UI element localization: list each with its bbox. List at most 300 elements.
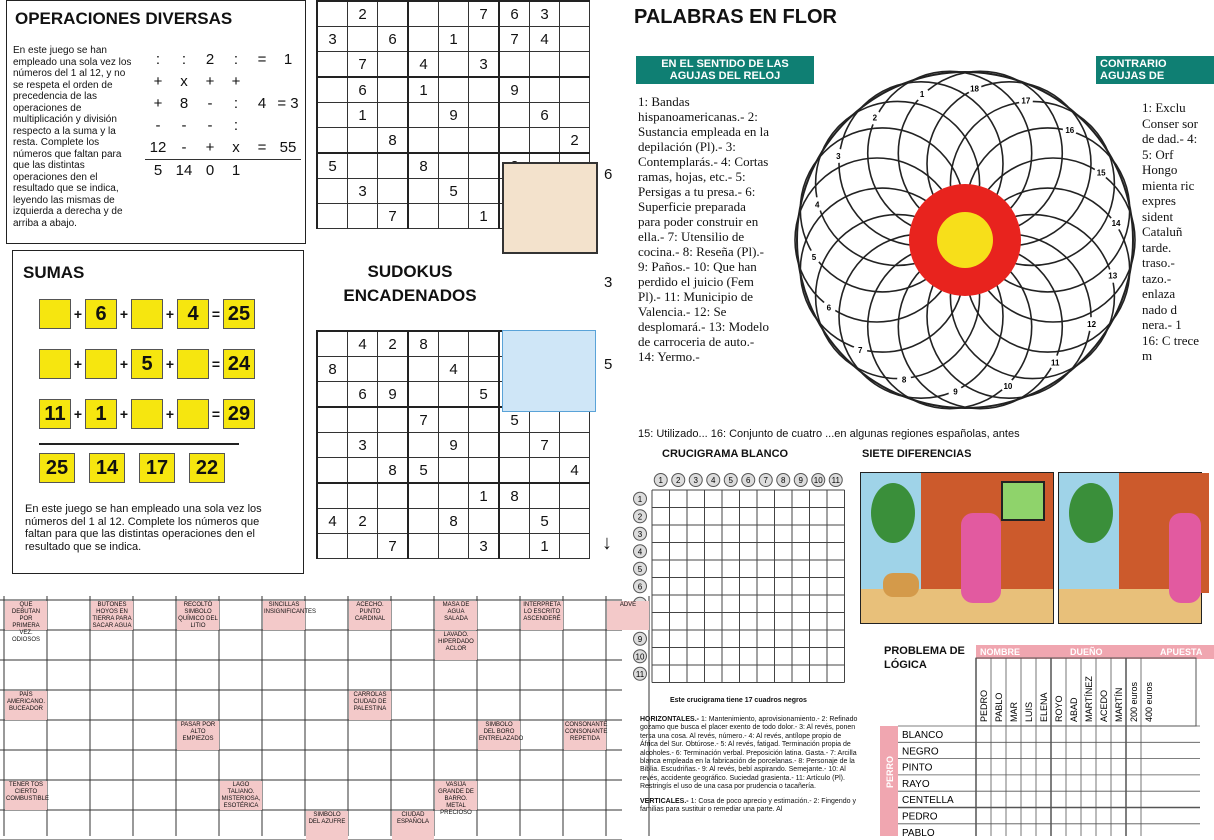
sudoku-cell[interactable]: 8 [378, 128, 409, 154]
sudoku-cell[interactable]: 3 [469, 534, 500, 559]
row-number: 11 [635, 669, 645, 679]
operaciones-cell: x [180, 73, 188, 90]
sudoku-cell[interactable] [408, 179, 439, 204]
operaciones-cell: - [181, 117, 187, 134]
sudoku-cell[interactable]: 6 [378, 27, 409, 52]
sumas-total: 17 [139, 453, 175, 483]
logica-row-label: PABLO [902, 827, 935, 839]
sudoku-cell[interactable]: 8 [378, 458, 409, 484]
sudoku-cell[interactable]: 1 [469, 204, 500, 229]
crucigrama-title: CRUCIGRAMA BLANCO [662, 448, 789, 460]
sudoku-cell[interactable]: 1 [469, 483, 500, 509]
sudoku-cell[interactable] [317, 382, 348, 408]
col-number: 3 [693, 476, 698, 485]
sudoku-cell[interactable] [499, 534, 530, 559]
sudoku-cell[interactable]: 4 [439, 357, 469, 382]
sudoku-cell[interactable] [439, 382, 469, 408]
sudoku-cell[interactable] [530, 483, 560, 509]
sudoku-cell[interactable] [317, 179, 348, 204]
autodefinido-clue: LAVADO. HIPERDADO ACLOR [435, 631, 477, 660]
sumas-result: 24 [223, 349, 255, 379]
col-number: 11 [831, 476, 840, 485]
autodefinido-clue: CARROLAS CIUDAD DE PALESTINA [349, 691, 391, 720]
sudoku-cell[interactable]: 5 [439, 179, 469, 204]
sudoku-cell[interactable]: 7 [530, 433, 560, 458]
sudoku-cell[interactable] [348, 407, 378, 433]
sudoku-cell[interactable] [439, 128, 469, 154]
operaciones-cell: + [231, 73, 241, 90]
sudoku-cell[interactable] [439, 407, 469, 433]
sudoku-cell[interactable] [439, 153, 469, 179]
operaciones-grid [145, 49, 301, 182]
sudoku-cell[interactable] [378, 483, 409, 509]
sudoku-cell[interactable]: 4 [530, 27, 560, 52]
logica-group-dueno: DUEÑO [1066, 645, 1156, 659]
sudoku-cell[interactable]: 4 [317, 509, 348, 534]
plus-sign: + [73, 306, 83, 322]
sudoku-cell[interactable] [378, 153, 409, 179]
logica-col-label: ELENA [1039, 692, 1049, 722]
sumas-cell [39, 349, 71, 379]
sudoku-cell[interactable]: 6 [348, 77, 378, 103]
sudoku-cell[interactable] [469, 331, 500, 357]
sumas-divider [39, 443, 239, 445]
sudoku-cell[interactable]: 5 [469, 382, 500, 408]
sudoku-cell[interactable]: 7 [499, 27, 530, 52]
sudoku-cell[interactable] [408, 204, 439, 229]
operaciones-cell: x [232, 139, 240, 156]
sudoku-shared-block-blue [502, 330, 596, 412]
sumas-title: SUMAS [23, 263, 85, 282]
flower-number: 10 [1003, 381, 1013, 391]
sudoku-cell[interactable] [317, 128, 348, 154]
sudoku-cell[interactable] [378, 357, 409, 382]
operaciones-cell [275, 71, 301, 93]
sudoku-cell[interactable]: 7 [378, 534, 409, 559]
flower-number: 1 [919, 90, 925, 100]
sudoku-cell[interactable] [348, 534, 378, 559]
verticales-text: 1: Cosa de poco aprecio y estimación.- 2: Fingendo y familias para sustituir o remediar una parte. Al [640, 797, 856, 814]
sudoku-cell[interactable] [469, 179, 500, 204]
flower-number: 2 [872, 113, 878, 123]
sudoku-cell[interactable] [439, 1, 469, 27]
cartoon-right [1058, 472, 1202, 624]
operaciones-cell: - [207, 95, 213, 112]
sudoku-cell[interactable] [408, 534, 439, 559]
logica-row-label: NEGRO [902, 746, 939, 758]
autodefinido-clue: VASIJA GRANDE DE BARRO. METAL PRECIOSO [435, 781, 477, 810]
flower-center-inner [937, 212, 993, 268]
flower-number: 18 [970, 84, 979, 94]
operaciones-cell: 12 [149, 139, 167, 156]
sudoku-cell[interactable]: 9 [439, 103, 469, 128]
flower-number: 12 [1087, 320, 1097, 330]
sudoku-cell[interactable] [348, 128, 378, 154]
col-number: 10 [813, 476, 823, 485]
sudoku-cell[interactable]: 5 [317, 153, 348, 179]
autodefinido-clue: RECOLTÓ SIMBOLO QUÍMICO DEL LITIO [178, 602, 218, 629]
sudoku-cell[interactable] [378, 509, 409, 534]
sudoku-cell[interactable]: 8 [439, 509, 469, 534]
flower-number: 15 [1096, 168, 1106, 178]
logica-col-label: PEDRO [979, 689, 989, 722]
sudoku-cell[interactable] [378, 407, 409, 433]
flower-number: 9 [953, 387, 958, 397]
sudoku-cell[interactable] [378, 77, 409, 103]
sudoku-cell[interactable]: 7 [469, 1, 500, 27]
sudoku-title-line2: ENCADENADOS [343, 286, 477, 305]
operaciones-cell: 5 [153, 162, 163, 179]
logica-col-label: ACEDO [1099, 689, 1109, 722]
logica-group-nombre: NOMBRE [976, 645, 1066, 659]
crucigrama-clues [640, 716, 860, 836]
sudoku-cell[interactable] [439, 331, 469, 357]
sudoku-cell[interactable] [348, 27, 378, 52]
autodefinido-clue: ACECHO. PUNTO CARDINAL [349, 601, 391, 630]
sudoku-cell[interactable] [530, 52, 560, 78]
sudoku-cell[interactable] [317, 534, 348, 559]
autodefinido-clues [0, 596, 637, 836]
flower-number: 7 [857, 346, 863, 356]
col-number: 9 [798, 476, 803, 485]
operaciones-cell: - [181, 139, 187, 156]
sudoku-cell[interactable] [348, 357, 378, 382]
sudoku-title [330, 262, 490, 306]
sudoku-cell[interactable] [439, 483, 469, 509]
sudoku-cell[interactable] [469, 433, 500, 458]
sudoku-cell[interactable] [317, 52, 348, 78]
cartoon-left [860, 472, 1054, 624]
sudoku-cell[interactable]: 5 [408, 458, 439, 484]
palabras-title: PALABRAS EN FLOR [634, 6, 837, 28]
row-number: 5 [637, 564, 643, 574]
sudoku-cell[interactable] [560, 27, 590, 52]
operaciones-text: En este juego se han empleado una sola vez los números del 1 al 12, y no se respeta el orden de precedencia de las operaciones de multiplicación y división respecto a la suma y la resta. Complete los números que faltan para que las distintas operaciones den el resultado que se indica, leyendo las mismas de izquierda a derecha y de arriba a abajo. [13, 45, 132, 229]
row-number: 9 [637, 634, 643, 644]
sudoku-cell[interactable] [469, 357, 500, 382]
sudoku-cell[interactable] [408, 382, 439, 408]
sudoku-cell[interactable] [317, 204, 348, 229]
row-number: 6 [637, 582, 643, 592]
autodefinido-clue: MASA DE AGUA SALADA [435, 601, 477, 630]
sumas-totals [39, 453, 289, 483]
sumas-cell: 4 [177, 299, 209, 329]
autodefinido-clue: PASAR POR ALTO EMPIEZOS [177, 721, 219, 750]
autodefinido-clue: TENER TOS CIERTO COMBUSTIBLE [5, 781, 47, 810]
logica-col-label: MAR [1009, 702, 1019, 722]
operaciones-cell [249, 115, 275, 137]
sudoku-cell[interactable] [560, 77, 590, 103]
sudoku-cell[interactable] [378, 179, 409, 204]
sudoku-cell[interactable] [560, 52, 590, 78]
operaciones-row [145, 160, 301, 182]
sudoku-cell[interactable]: 4 [560, 458, 590, 484]
flower-number: 6 [826, 303, 832, 313]
operaciones-cell [249, 71, 275, 93]
verticales-label: VERTICALES.- [640, 797, 689, 805]
logica-row-label: PEDRO [902, 811, 938, 823]
col-number: 8 [781, 476, 786, 485]
operaciones-cell [275, 160, 301, 182]
sumas-cell: 11 [39, 399, 71, 429]
sudoku-title-line1: SUDOKUS [367, 262, 453, 281]
operaciones-row [145, 115, 301, 137]
logica-row-label: CENTELLA [902, 795, 954, 807]
sudoku-cell[interactable]: 4 [408, 52, 439, 78]
sudoku-cell[interactable] [469, 509, 500, 534]
sumas-result: 25 [223, 299, 255, 329]
sudoku-cell[interactable] [317, 483, 348, 509]
sumas-cell [177, 399, 209, 429]
logica-title-text: PROBLEMA DE LÓGICA [884, 645, 965, 671]
sumas-row [39, 399, 289, 433]
sudoku-cell[interactable] [560, 103, 590, 128]
sudoku-edge-number: 3 [604, 274, 613, 291]
plus-sign: + [73, 406, 83, 422]
plus-sign: = [211, 356, 221, 372]
sudoku-cell[interactable] [439, 77, 469, 103]
sudoku-cell[interactable]: 1 [408, 77, 439, 103]
horizontales-label: HORIZONTALES.- [640, 716, 699, 723]
sudoku-cell[interactable] [439, 52, 469, 78]
sudoku-cell[interactable]: 3 [469, 52, 500, 78]
sudoku-cell[interactable] [408, 509, 439, 534]
logica-row-label: BLANCO [902, 730, 944, 741]
operaciones-cell: : [233, 51, 239, 68]
sudoku-cell[interactable]: 1 [348, 103, 378, 128]
plus-sign: + [165, 356, 175, 372]
operaciones-cell: + [205, 139, 215, 156]
sudoku-cell[interactable]: 7 [348, 52, 378, 78]
operaciones-cell [275, 115, 301, 137]
flower-number: 4 [815, 200, 820, 210]
sudoku-edge-number: 5 [604, 356, 613, 373]
sudoku-cell[interactable] [317, 1, 348, 27]
sudoku-cell[interactable] [530, 128, 560, 154]
row-number: 2 [637, 512, 643, 522]
sudoku-cell[interactable]: 6 [348, 382, 378, 408]
sudoku-cell[interactable] [439, 204, 469, 229]
operaciones-cell: = [257, 51, 267, 68]
autodefinido-clue: INTERPRETA LO ESCRITO ASCENDERÉ [521, 601, 563, 630]
logica-col-label: ROYO [1054, 695, 1064, 722]
col-number: 2 [676, 476, 681, 485]
sudoku-cell[interactable] [560, 1, 590, 27]
sudoku-cell[interactable] [560, 433, 590, 458]
sumas-grid [39, 299, 289, 483]
sumas-text: En este juego se han empleado una sola vez los números del 1 al 12. Complete los números que faltan para que las distintas operaciones den el resultado que se indica. [25, 503, 262, 553]
sudoku-cell[interactable] [408, 357, 439, 382]
operaciones-cell: - [155, 117, 161, 134]
sudoku-cell[interactable]: 8 [408, 331, 439, 357]
logica-side-label: PERRO [885, 755, 895, 788]
sudoku-cell[interactable]: 9 [499, 77, 530, 103]
logica-col-label: 400 euros [1144, 681, 1154, 722]
sudoku-cell[interactable]: 5 [530, 509, 560, 534]
operaciones-cell: 2 [205, 51, 215, 68]
autodefinido-clue: BUTONES HOYOS EN TIERRA PARA SACAR AGUA [92, 602, 132, 629]
operaciones-cell: = [257, 139, 267, 156]
flower-diagram [790, 60, 1140, 420]
sumas-cell [131, 299, 163, 329]
sudoku-cell[interactable] [408, 27, 439, 52]
operaciones-cell: 0 [205, 162, 215, 179]
operaciones-cell: 8 [179, 95, 189, 112]
autodefinido-clue: CONSONANTE CONSONANTE REPETIDA [564, 721, 606, 750]
plus-sign: + [119, 356, 129, 372]
operaciones-cell: + [153, 95, 163, 112]
sumas-result: 29 [223, 399, 255, 429]
sudoku-cell[interactable] [408, 1, 439, 27]
sudoku-cell[interactable] [317, 407, 348, 433]
sudoku-cell[interactable]: 1 [439, 27, 469, 52]
sudoku-cell[interactable]: 2 [348, 509, 378, 534]
autodefinido-clue: LAGO TALIANO. MISTERIOSA, ESOTÉRICA [221, 782, 261, 809]
operaciones-cell: 55 [279, 139, 297, 156]
autodefinido-clue: PAÍS AMERICANO. BUCEADOR [5, 691, 47, 720]
row-number: 10 [635, 652, 645, 662]
sudoku-cell[interactable]: 2 [560, 128, 590, 154]
sudoku-cell[interactable]: 5 [499, 407, 530, 433]
sudoku-cell[interactable] [499, 509, 530, 534]
sudoku-cell[interactable]: 8 [317, 357, 348, 382]
sumas-cell: 5 [131, 349, 163, 379]
flower-number: 3 [836, 151, 841, 161]
logica-col-label: 200 euros [1129, 681, 1139, 722]
sudoku-cell[interactable] [499, 458, 530, 484]
col-number: 5 [728, 476, 733, 485]
logica-group-apuesta: APUESTA [1156, 645, 1214, 659]
sudoku-cell[interactable]: 8 [499, 483, 530, 509]
sudoku-cell[interactable] [348, 458, 378, 484]
sudoku-cell[interactable] [378, 1, 409, 27]
sudoku-cell[interactable] [469, 77, 500, 103]
sudoku-cell[interactable] [499, 433, 530, 458]
palabras-right-heading: CONTRARIO AGUJAS DE [1096, 56, 1214, 84]
sudoku-cell[interactable]: 7 [378, 204, 409, 229]
plus-sign: + [165, 406, 175, 422]
sudoku-cell[interactable]: 8 [408, 153, 439, 179]
autodefinido-clue: SINCILLAS INSIGNIFICANTES [263, 601, 305, 630]
sudoku-cell[interactable] [317, 458, 348, 484]
sudoku-cell[interactable] [499, 128, 530, 154]
plus-sign: + [73, 356, 83, 372]
sudoku-cell[interactable] [439, 458, 469, 484]
sudoku-cell[interactable] [530, 77, 560, 103]
sumas-total: 14 [89, 453, 125, 483]
operaciones-cell: : [181, 51, 187, 68]
sudoku-cell[interactable] [499, 52, 530, 78]
col-number: 6 [746, 476, 751, 485]
sudoku-cell[interactable]: 9 [378, 382, 409, 408]
autodefinido-clue: QUE DEBUTAN POR PRIMERA VEZ. ODIOSOS [5, 601, 47, 630]
sudoku-cell[interactable]: 6 [530, 103, 560, 128]
sudoku-cell[interactable] [408, 103, 439, 128]
sudoku-cell[interactable] [408, 128, 439, 154]
sudoku-cell[interactable]: 9 [439, 433, 469, 458]
operaciones-cell: : [155, 51, 161, 68]
plus-sign: + [119, 406, 129, 422]
operaciones-cell: 4 [257, 95, 267, 112]
sudoku-cell[interactable] [348, 204, 378, 229]
sudoku-cell[interactable] [469, 103, 500, 128]
operaciones-cell: + [153, 73, 163, 90]
sudoku-cell[interactable] [560, 509, 590, 534]
sumas-panel [12, 250, 304, 574]
sudoku-cell[interactable]: 3 [530, 1, 560, 27]
sudoku-cell[interactable]: 2 [378, 331, 409, 357]
sudoku-cell[interactable]: 3 [348, 179, 378, 204]
sumas-cell [177, 349, 209, 379]
sudoku-cell[interactable] [408, 433, 439, 458]
sudoku-cell[interactable] [469, 153, 500, 179]
sudoku-cell[interactable] [560, 534, 590, 559]
sudoku-cell[interactable] [378, 52, 409, 78]
sudoku-cell[interactable] [317, 77, 348, 103]
sudoku-cell[interactable]: 4 [348, 331, 378, 357]
horizontales-text: 1: Mantenimiento, aprovisionamiento.- 2: Refinado gozamo que busca el placer exento de todo dolor.- 3: Al revés, ponen tersa una cosa. Al revés, número.- 4: Al revés, antílope propio de África del Sur. Obtúrose.- 5: Al revés, fatigad. Terminación propia de alcoholes.- 6: Terminación verbal. Preposición latina. Gasta.- 7: Arcilla blanca empleada en la fabricación de porcelanas.- 8: Personaje de la Biblia. Escudriñas.- 9: Al revés, bebí aspirando. Semejante.- 10: Al revés, accidente geográfico. Suciedad grasienta.- 11: Artículo (Pl). Restringís el uso de una casa por prudencia o tacañería. [640, 716, 858, 791]
sudoku-edge-number: 6 [604, 166, 613, 183]
sudoku-cell[interactable] [348, 483, 378, 509]
sudoku-cell[interactable]: 6 [499, 1, 530, 27]
sudoku-cell[interactable]: 3 [348, 433, 378, 458]
row-number: 1 [637, 494, 643, 504]
plus-sign: = [211, 306, 221, 322]
sudoku-cell[interactable] [317, 103, 348, 128]
flower-number: 16 [1065, 125, 1075, 135]
flower-number: 14 [1111, 219, 1121, 229]
sudoku-cell[interactable] [469, 407, 500, 433]
sudoku-cell[interactable] [469, 27, 500, 52]
sudoku-cell[interactable] [348, 153, 378, 179]
palabras-left-heading: EN EL SENTIDO DE LAS AGUJAS DEL RELOJ [636, 56, 814, 84]
sudoku-cell[interactable] [378, 103, 409, 128]
crucigrama-grid [630, 470, 858, 692]
col-number: 1 [658, 476, 663, 485]
sudoku-cell[interactable] [560, 483, 590, 509]
sudoku-cell[interactable] [439, 534, 469, 559]
operaciones-cell: : [233, 117, 239, 134]
sudoku-cell[interactable]: 2 [348, 1, 378, 27]
operaciones-row [145, 49, 301, 71]
sudoku-cell[interactable] [317, 331, 348, 357]
crucigrama-caption: Este crucigrama tiene 17 cuadros negros [670, 697, 807, 704]
sudoku-cell[interactable]: 1 [530, 534, 560, 559]
autodefinido-clue: CIUDAD ESPAÑOLA [392, 811, 434, 840]
sudoku-cell[interactable]: 7 [408, 407, 439, 433]
sudoku-cell[interactable]: 3 [317, 27, 348, 52]
palabras-bottom-line: 15: Utilizado... 16: Conjunto de cuatro ...en algunas regiones españolas, antes [638, 428, 1020, 440]
sudoku-cell[interactable] [530, 458, 560, 484]
sudoku-cell[interactable] [469, 458, 500, 484]
sumas-cell: 1 [85, 399, 117, 429]
flower-number: 17 [1021, 96, 1031, 106]
sudoku-cell[interactable] [469, 128, 500, 154]
sumas-cell [131, 399, 163, 429]
flower-number: 5 [811, 252, 817, 262]
palabras-left-text: 1: Bandas hispanoamericanas.- 2: Sustancia empleada en la depilación (Pl).- 3: Contemplarás.- 4: Cortas ramas, hojas, etc.- 5: Persigas a tu presa.- 6: Superficie preparada para poder construir en ella.- 7: Utensilio de cocina.- 8: Reseña (Pl).- 9: Paños.- 10: Que han perdido el juicio (Fem Pl).- 11: Municipio de Valencia.- 12: Se desplomará.- 13: Modelo de carroceria de auto.- 14: Yermo.- [638, 94, 770, 364]
sudoku-arrow: ↓ [602, 532, 612, 554]
operaciones-cell: 14 [175, 162, 193, 179]
sudoku-cell[interactable] [378, 433, 409, 458]
sudoku-cell[interactable] [408, 483, 439, 509]
sumas-cell [85, 349, 117, 379]
sudoku-cell[interactable] [499, 103, 530, 128]
plus-sign: = [211, 406, 221, 422]
logica-row-label: PINTO [902, 762, 933, 774]
operaciones-title: OPERACIONES DIVERSAS [15, 9, 233, 28]
sudoku-cell[interactable] [317, 433, 348, 458]
